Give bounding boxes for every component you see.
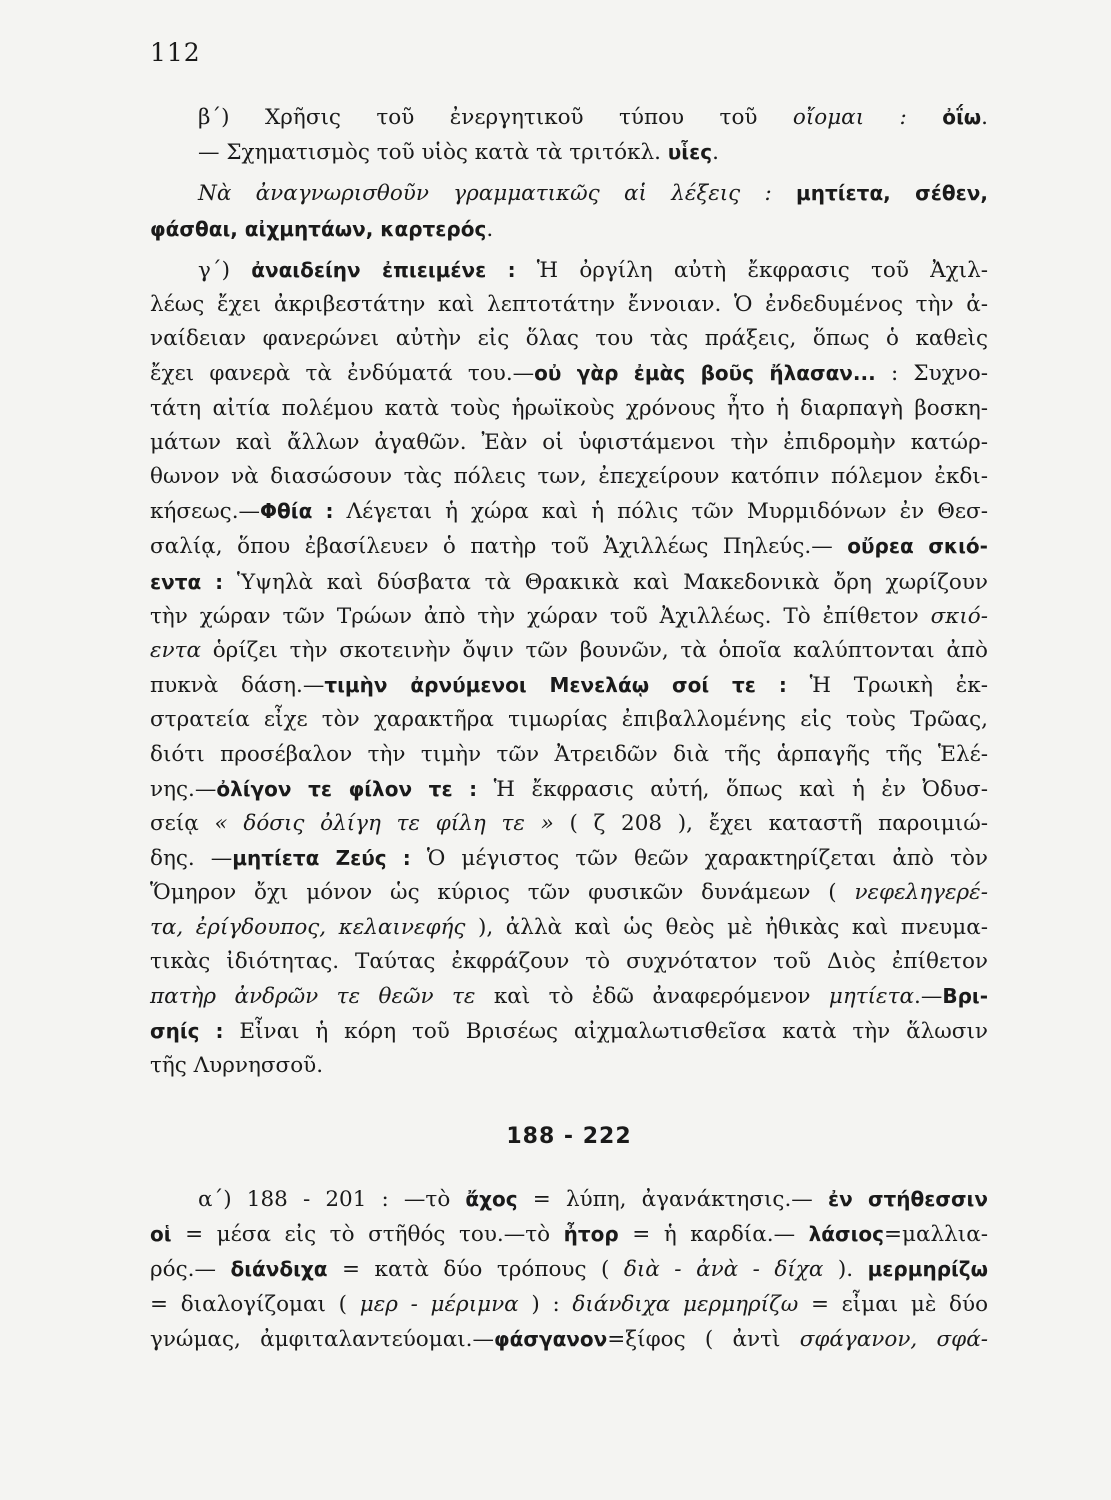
text-line: πατὴρ ἀνδρῶν τε θεῶν τε καὶ τὸ ἐδῶ ἀναφερόμενον μητίετα.—Βρι-: [150, 984, 988, 1010]
text-line: ναίδειαν φανερώνει αὐτὴν εἰς ὅλας του τὰς πράξεις, ὅπως ὁ καθεὶς: [150, 326, 988, 352]
text-line: σηίς : Εἶναι ἡ κόρη τοῦ Βρισέως αἰχμαλωτισθεῖσα κατὰ τὴν ἅλωσιν: [150, 1019, 988, 1045]
text-line: Ὅμηρον ὄχι μόνον ὡς κύριος τῶν φυσικῶν δυνάμεων ( νεφεληγερέ-: [150, 880, 988, 906]
text-line: δης. —μητίετα Ζεύς : Ὁ μέγιστος τῶν θεῶν χαρακτηρίζεται ἀπὸ τὸν: [150, 846, 988, 872]
text-line: σαλίᾳ, ὅπου ἐβασίλευεν ὁ πατὴρ τοῦ Ἀχιλλέως Πηλεύς.— οὔρεα σκιό-: [150, 534, 988, 560]
text-line: — Σχηματισμὸς τοῦ υἱὸς κατὰ τὰ τριτόκλ. υἷες.: [198, 140, 719, 166]
text-line: τῆς Λυρνησσοῦ.: [150, 1053, 324, 1079]
body-text-section: [150, 1182, 988, 1357]
paragraph-beta: [150, 100, 988, 170]
text-line: = διαλογίζομαι ( μερ - μέριμνα ) : διάνδιχα μερμηρίζω = εἶμαι μὲ δύο: [150, 1292, 989, 1317]
text-line: α΄) 188 - 201 : —τὸ ἄχος = λύπη, ἀγανάκτησις.— ἐν στήθεσσιν: [198, 1187, 988, 1212]
text-line: ρός.— διάνδιχα = κατὰ δύο τρόπους ( διὰ - ἀνὰ - δίχα ). μερμηρίζω: [150, 1257, 989, 1282]
text-line: ἔχει φανερὰ τὰ ἐνδύματά του.—οὐ γὰρ ἐμὰς βοῦς ἤλασαν... : Συχνο-: [150, 361, 989, 387]
text-line: β΄) Χρῆσις τοῦ ἐνεργητικοῦ τύπου τοῦ οἴομαι : ὀΐω.: [198, 105, 988, 130]
text-line: τάτη αἰτία πολέμου κατὰ τοὺς ἡρωϊκοὺς χρόνους ἦτο ἡ διαρπαγὴ βοσκη-: [150, 395, 988, 421]
text-line: διότι προσέβαλον τὴν τιμὴν τῶν Ἀτρειδῶν διὰ τῆς ἁρπαγῆς τῆς Ἑλέ-: [150, 741, 988, 767]
section-heading: 188 - 222: [506, 1124, 632, 1149]
text-line: τα, ἐρίγδουπος, κελαινεφής ), ἀλλὰ καὶ ὡς θεὸς μὲ ἠθικὰς καὶ πνευμα-: [150, 914, 988, 940]
text-line: τικὰς ἰδιότητας. Ταύτας ἐκφράζουν τὸ συχνότατον τοῦ Διὸς ἐπίθετον: [150, 948, 988, 974]
text-line: νης.—ὀλίγον τε φίλον τε : Ἡ ἔκφρασις αὐτή, ὅπως καὶ ἡ ἐν Ὀδυσ-: [150, 776, 988, 802]
text-line: εντα : Ὑψηλὰ καὶ δύσβατα τὰ Θρακικὰ καὶ Μακεδονικὰ ὄρη χωρίζουν: [150, 569, 988, 595]
text-line: εντα ὁρίζει τὴν σκοτεινὴν ὄψιν τῶν βουνῶν, τὰ ὁποῖα καλύπτονται ἀπὸ: [150, 638, 988, 664]
body-text: [150, 100, 988, 1084]
text-line: μάτων καὶ ἄλλων ἀγαθῶν. Ἐὰν οἱ ὑφιστάμενοι τὴν ἐπιδρομὴν κατώρ-: [150, 429, 988, 455]
text-line: κήσεως.—Φθία : Λέγεται ἡ χώρα καὶ ἡ πόλις τῶν Μυρμιδόνων ἐν Θεσ-: [150, 499, 988, 525]
text-line: φάσθαι, αἰχμητάων, καρτερός.: [150, 216, 494, 242]
text-line: τὴν χώραν τῶν Τρώων ἀπὸ τὴν χώραν τοῦ Ἀχιλλέως. Τὸ ἐπίθετον σκιό-: [150, 603, 988, 629]
paragraph-grammar: [150, 176, 988, 246]
page-number: 112: [150, 38, 201, 67]
text-line: πυκνὰ δάση.—τιμὴν ἀρνύμενοι Μενελάῳ σοί τε : Ἡ Τρωικὴ ἐκ-: [150, 673, 989, 699]
paragraph-gamma: [150, 253, 988, 1084]
text-line: στρατεία εἶχε τὸν χαρακτῆρα τιμωρίας ἐπιβαλλομένης εἰς τοὺς Τρῶας,: [150, 707, 988, 733]
text-line: γ΄) ἀναιδείην ἐπιειμένε : Ἡ ὀργίλη αὐτὴ ἔκφρασις τοῦ Ἀχιλ-: [198, 257, 988, 283]
text-line: γνώμας, ἀμφιταλαντεύομαι.—φάσγανον=ξίφος ( ἀντὶ σφάγανον, σφά-: [150, 1327, 988, 1352]
text-line: λέως ἔχει ἀκριβεστάτην καὶ λεπτοτάτην ἔννοιαν. Ὁ ἐνδεδυμένος τὴν ἀ-: [150, 292, 988, 318]
text-line: οἱ = μέσα εἰς τὸ στῆθός του.—τὸ ἦτορ = ἡ καρδία.— λάσιος=μαλλια-: [150, 1222, 988, 1247]
text-line: Νὰ ἀναγνωρισθοῦν γραμματικῶς αἱ λέξεις : μητίετα, σέθεν,: [198, 181, 988, 207]
text-line: σείᾳ « δόσις ὀλίγη τε φίλη τε » ( ζ 208 ), ἔχει καταστῆ παροιμιώ-: [150, 811, 988, 837]
text-line: θωνον νὰ διασώσουν τὰς πόλεις των, ἐπεχείρουν κατόπιν πόλεμον ἐκδι-: [150, 464, 988, 490]
